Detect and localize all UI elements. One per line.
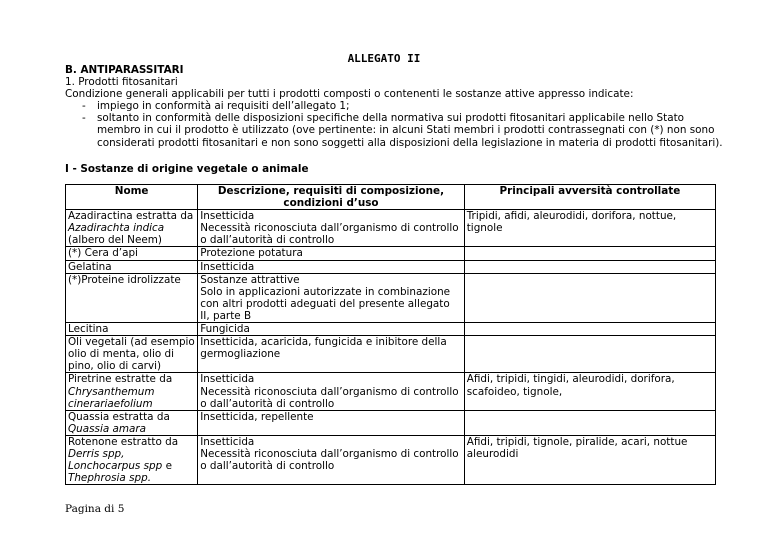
desc-line: Insetticida xyxy=(200,373,255,386)
table-row xyxy=(66,410,716,435)
cell-pests: Tripidi, afidi, aleurodidi, dorifora, nottue, tignole xyxy=(464,210,715,247)
cell-desc xyxy=(198,273,465,322)
cell-name: Oli vegetali (ad esempio olio di menta, olio di pino, olio di carvi) xyxy=(66,336,198,373)
cell-pests: Afidi, tripidi, tingidi, aleurodidi, dorifora, scafoideo, tignole, xyxy=(464,373,715,410)
name-text: Rotenone estratto da xyxy=(68,435,179,448)
cell-desc xyxy=(198,435,465,484)
cell-pests xyxy=(464,247,715,260)
desc-line: Sostanze attrattive xyxy=(200,273,300,286)
cell-name xyxy=(66,435,198,484)
header-avversita: Principali avversità controllate xyxy=(464,185,715,210)
condition-item: - soltanto in conformità delle disposizioni specifiche della normativa sui prodotti fitosanitari applicabile nello Stato membro in cui il prodotto è utilizzato (ove pertinente: in alcuni Stati membri i prodotti contrassegnati con (*) non sono considerati prodotti fitosanitari e non sono soggetti alla disposizioni della legislazione in materia di prodotti fitosanitari). xyxy=(65,112,725,148)
table-row xyxy=(66,273,716,322)
cell-desc: Insetticida xyxy=(198,260,465,273)
intro-block xyxy=(65,64,725,149)
cell-name: Gelatina xyxy=(66,260,198,273)
header-descrizione: Descrizione, requisiti di composizione, condizioni d’uso xyxy=(198,185,465,210)
conditions-list xyxy=(65,100,725,148)
desc-line: Solo in applicazioni autorizzate in combinazione con altri prodotti adeguati del presente allegato II, parte B xyxy=(200,285,451,322)
desc-line: Necessità riconosciuta dall’organismo di controllo o dall’autorità di controllo xyxy=(200,447,459,473)
table-row xyxy=(66,336,716,373)
name-text: Quassia estratta da xyxy=(68,410,170,423)
intro-heading: B. ANTIPARASSITARI xyxy=(65,64,184,76)
cell-pests xyxy=(464,273,715,322)
table-row xyxy=(66,210,716,247)
condition-item: - impiego in conformità ai requisiti dell’allegato 1; xyxy=(65,100,725,112)
substances-table xyxy=(65,184,716,485)
cell-name: (*)Proteine idrolizzate xyxy=(66,273,198,322)
name-italic: Thephrosia spp. xyxy=(68,472,152,485)
intro-conditions: Condizione generali applicabili per tutti i prodotti composti o contenenti le sostanze attive appresso indicate: xyxy=(65,88,634,101)
desc-line: Necessità riconosciuta dall’organismo di controllo o dall’autorità di controllo xyxy=(200,385,459,410)
desc-line: Insetticida xyxy=(200,210,255,223)
cell-pests xyxy=(464,323,715,336)
table-row xyxy=(66,373,716,410)
cell-desc: Fungicida xyxy=(198,323,465,336)
cell-name xyxy=(66,373,198,410)
table-row xyxy=(66,260,716,273)
cell-pests xyxy=(464,336,715,373)
cell-name: (*) Cera d’api xyxy=(66,247,198,260)
desc-line: Insetticida xyxy=(200,435,255,448)
cell-desc: Insetticida, acaricida, fungicida e inibitore della germogliazione xyxy=(198,336,465,373)
name-italic: Chrysanthemum cinerariaefolium xyxy=(68,385,155,410)
name-join: e xyxy=(165,460,172,473)
table-row xyxy=(66,435,716,484)
cell-name: Lecitina xyxy=(66,323,198,336)
table-row xyxy=(66,247,716,260)
header-nome: Nome xyxy=(66,185,198,210)
cell-desc: Insetticida, repellente xyxy=(198,410,465,435)
cell-desc xyxy=(198,210,465,247)
name-text: Azadiractina estratta da xyxy=(68,210,194,223)
page-footer: Pagina di 5 xyxy=(65,503,125,515)
name-suffix: (albero del Neem) xyxy=(68,234,162,247)
intro-subheading: 1. Prodotti fitosanitari xyxy=(65,76,178,89)
cell-pests xyxy=(464,260,715,273)
document-title: ALLEGATO II xyxy=(347,52,421,65)
cell-pests xyxy=(464,410,715,435)
name-italic: Quassia amara xyxy=(68,422,147,435)
cell-desc: Protezione potatura xyxy=(198,247,465,260)
cell-name xyxy=(66,210,198,247)
cell-pests: Afidi, tripidi, tignole, piralide, acari, nottue aleurodidi xyxy=(464,435,715,484)
cell-desc xyxy=(198,373,465,410)
table-header-row xyxy=(66,185,716,210)
cell-name xyxy=(66,410,198,435)
table-row xyxy=(66,323,716,336)
section-title: I - Sostanze di origine vegetale o animale xyxy=(65,163,309,175)
name-italic: Azadirachta indica xyxy=(68,222,165,235)
desc-line: Necessità riconosciuta dall’organismo di controllo o dall’autorità di controllo xyxy=(200,222,459,247)
name-text: Piretrine estratte da xyxy=(68,373,173,386)
name-italic: Derris spp, Lonchocarpus spp xyxy=(68,447,163,473)
